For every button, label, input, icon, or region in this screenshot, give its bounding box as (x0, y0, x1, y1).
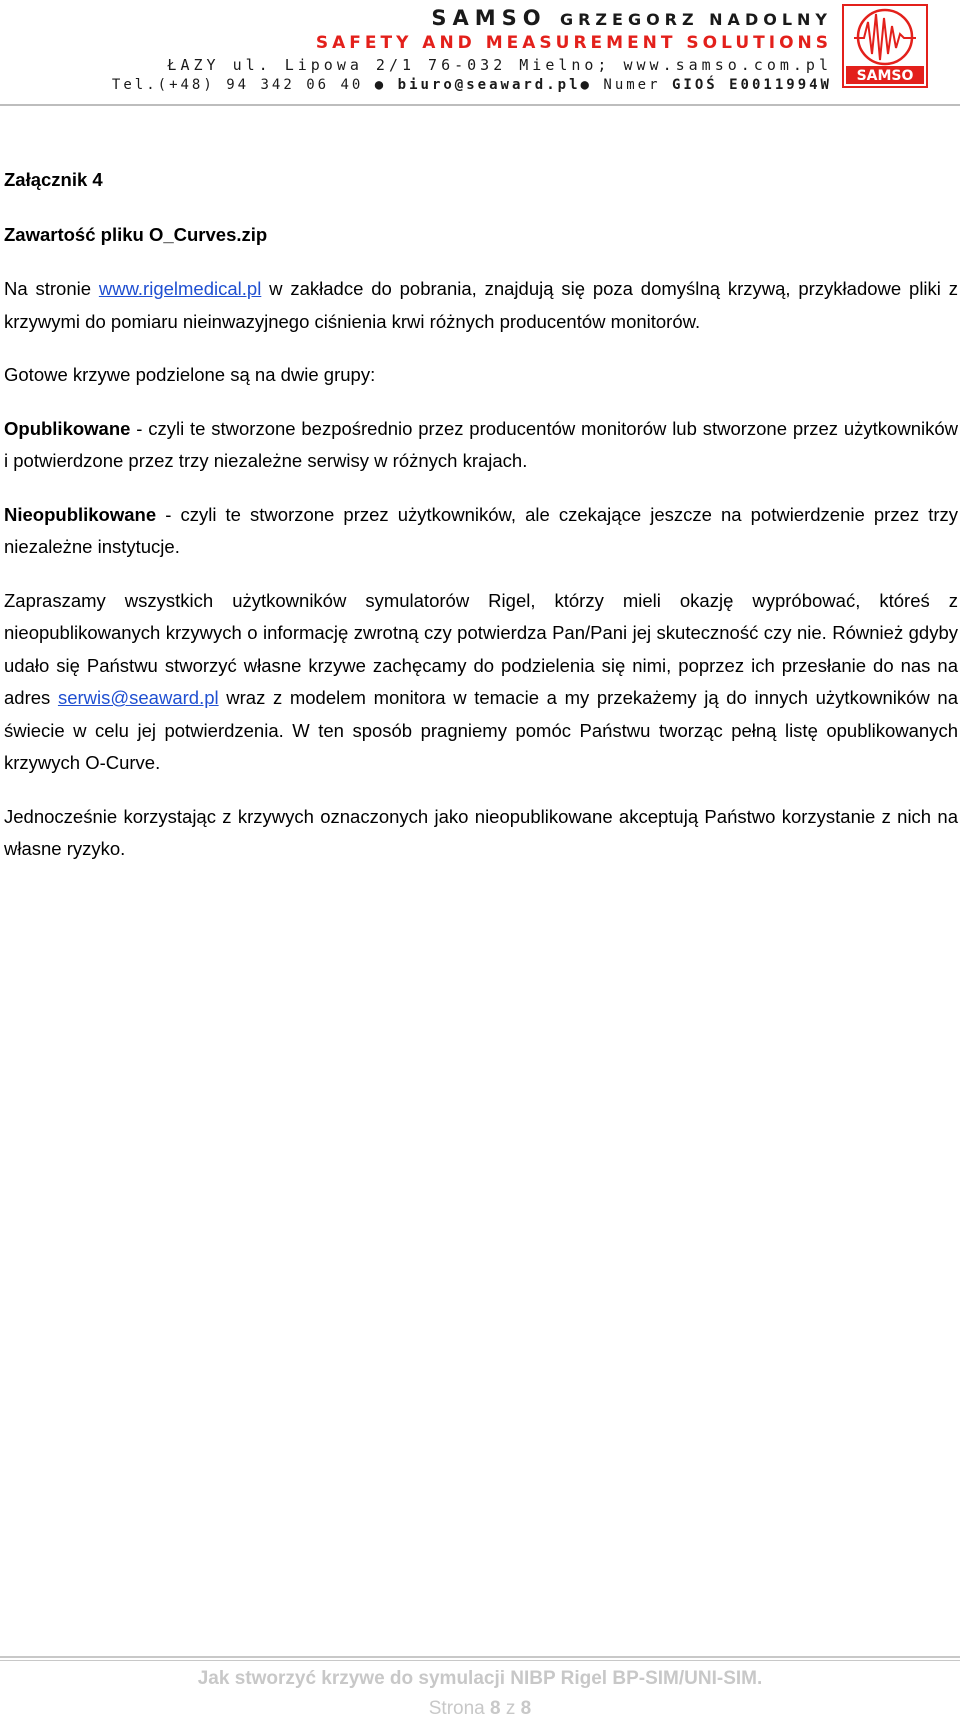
company-name (12, 6, 832, 32)
attachment-title: Załącznik 4 (4, 169, 103, 190)
paragraph-invitation-end: wraz z modelem monitora w temacie a my przekażemy ją do innych użytkowników na świecie w celu jej potwierdzenia. W ten sposób pragniemy pomóc Państwu tworząc pełną listę opublikowanych krzywych O-Curve. (4, 687, 958, 773)
contact-email: biuro@seaward.pl● (397, 77, 592, 93)
company-tagline: SAFETY AND MEASUREMENT SOLUTIONS (315, 33, 832, 53)
unpublished-description: - czyli te stworzone przez użytkowników, ale czekające jeszcze na potwierdzenie przez trzy niezależne instytucje. (4, 503, 958, 557)
page-label: Strona (428, 1698, 485, 1719)
page-current: 8 (490, 1698, 501, 1719)
published-description: - czyli te stworzone bezpośrednio przez producentów monitorów lub stworzone przez użytkowników i potwierdzone przez trzy niezależne serwisy w różnych krajach. (4, 417, 958, 471)
paragraph-unpublished (4, 499, 958, 564)
published-term: Opublikowane (4, 417, 131, 439)
file-title: Zawartość pliku O_Curves.zip (4, 223, 268, 245)
unpublished-term: Nieopublikowane (4, 503, 157, 525)
footer-divider-thin (0, 1660, 960, 1661)
serwis-email-link[interactable]: serwis@seaward.pl (57, 687, 219, 708)
address-street: ŁAZY ul. Lipowa 2/1 76-032 Mielno; (167, 56, 611, 74)
paragraph-published (4, 413, 958, 478)
company-address (12, 54, 832, 76)
letterhead-text (12, 6, 832, 94)
paragraph-groups: Gotowe krzywe podzielone są na dwie grupy: (4, 364, 376, 385)
footer-divider (0, 1656, 960, 1658)
paragraph-invitation-start: Zapraszamy wszystkich użytkowników symulatorów Rigel, którzy mieli okazję wypróbować, któreś z nieopublikowanych krzywych o informację zwrotną czy potwierdza Pan/Pani jej skuteczność czy nie. Również gdyby udało się Państwu stworzyć własne krzywe zachęcamy do podzielenia się nimi, poprzez ich przesłanie do nas na adres (4, 589, 958, 708)
logo-text: SAMSO (856, 68, 914, 84)
company-name-a: SAMSO (431, 6, 547, 30)
paragraph-intro (4, 273, 958, 338)
footer-title: Jak stworzyć krzywe do symulacji NIBP Rigel BP-SIM/UNI-SIM. (197, 1668, 763, 1689)
contact-reg-label: Numer (603, 77, 661, 93)
contact-phone: Tel.(+48) 94 342 06 40 ● (111, 77, 387, 93)
contact-reg-number: GIOŚ E0011994W (671, 77, 832, 93)
company-contact (12, 76, 832, 94)
paragraph-intro-end: w zakładce do pobrania, znajdują się poza domyślną krzywą, przykładowe pliki z krzywymi do pomiaru nieinwazyjnego ciśnienia krwi różnych producentów monitorów. (4, 278, 958, 332)
samso-logo (842, 4, 928, 88)
header-divider (0, 104, 960, 106)
page-number (0, 1698, 960, 1720)
paragraph-disclaimer: Jednocześnie korzystając z krzywych oznaczonych jako nieopublikowane akceptują Państwo korzystanie z nich na własne ryzyko. (4, 805, 958, 859)
company-name-b: GRZEGORZ NADOLNY (559, 10, 832, 29)
rigelmedical-link[interactable]: www.rigelmedical.pl (98, 278, 262, 299)
address-website: www.samso.com.pl (623, 56, 832, 74)
page-separator: z (505, 1698, 516, 1719)
letterhead (0, 0, 960, 110)
page-total: 8 (520, 1698, 532, 1719)
paragraph-intro-start: Na stronie (4, 278, 99, 299)
paragraph-invitation (4, 585, 958, 780)
document-body (4, 164, 958, 887)
